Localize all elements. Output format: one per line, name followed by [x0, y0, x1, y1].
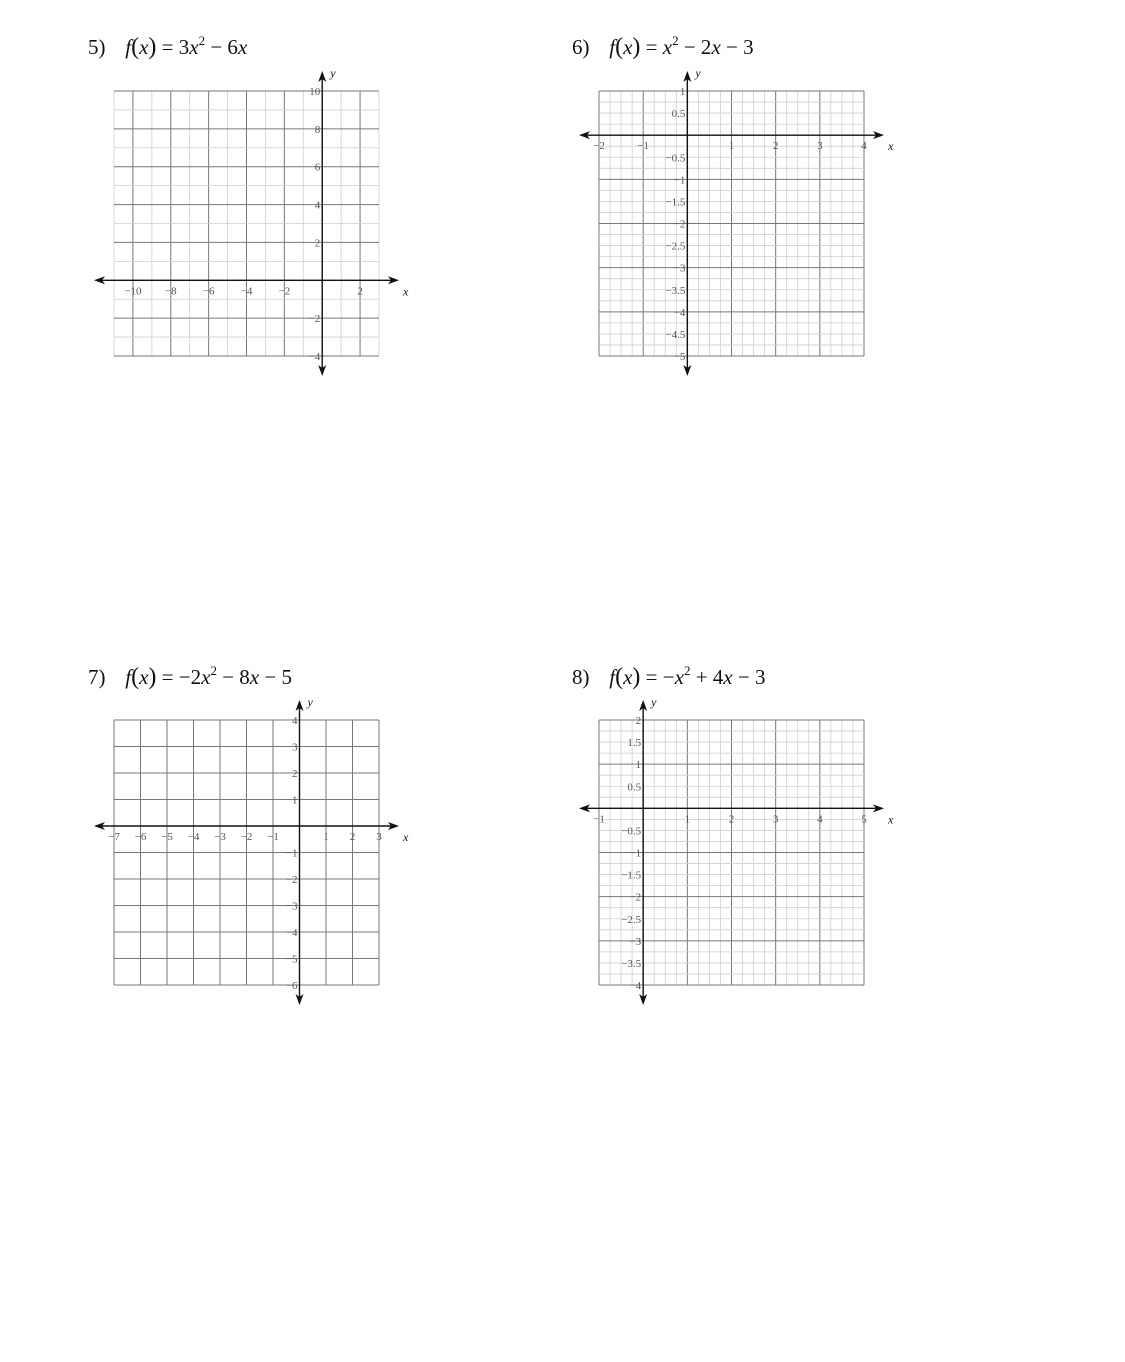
y-tick-label: 8	[314, 123, 321, 136]
eq-part: − 8	[216, 665, 250, 689]
eq-exponent: 2	[198, 33, 206, 48]
function-name: f	[609, 35, 616, 59]
eq-var: x	[723, 665, 733, 689]
eq-var: x	[249, 665, 260, 689]
problem-number: 8)	[572, 665, 590, 689]
x-tick-label: 4	[817, 813, 823, 826]
coordinate-grid	[572, 34, 902, 384]
function-variable: x	[139, 665, 149, 689]
function-name: f	[125, 665, 132, 689]
x-tick-label: 2	[357, 285, 363, 298]
eq-part: + 4	[690, 665, 724, 689]
problem-number: 7)	[88, 665, 106, 689]
x-tick-label: −2	[240, 831, 253, 843]
y-tick-label: −0.5	[665, 152, 686, 165]
y-tick-label: 3	[292, 741, 298, 754]
x-tick-label: −1	[593, 813, 605, 826]
x-tick-label: −1	[267, 831, 279, 843]
function-variable: x	[623, 35, 633, 59]
x-tick-label: 1	[728, 140, 735, 153]
eq-var: x	[674, 665, 684, 689]
eq-var: x	[201, 665, 211, 689]
eq-part: − 6	[205, 35, 238, 59]
y-tick-label: −1	[673, 174, 686, 187]
x-tick-label: 2	[728, 813, 735, 826]
y-tick-label: 1	[635, 759, 642, 772]
y-tick-label: 0.5	[627, 781, 642, 794]
y-tick-label: −3	[629, 935, 642, 948]
eq-part: − 3	[732, 665, 766, 689]
coordinate-grid	[88, 34, 418, 384]
eq-part: =	[645, 35, 663, 59]
x-tick-label: 3	[376, 831, 382, 843]
y-tick-label: −3.5	[621, 957, 642, 970]
y-tick-label: −2	[285, 874, 298, 886]
function-equation: $f(x) = x^2 - 2x - 3$	[609, 33, 754, 60]
y-tick-label: −4.5	[665, 328, 686, 341]
x-tick-label: −3	[214, 831, 226, 843]
x-tick-label: −7	[108, 831, 120, 843]
y-tick-label: −0.5	[621, 825, 642, 838]
y-tick-label: −3	[673, 262, 686, 275]
y-tick-label: 4	[314, 199, 321, 212]
eq-var: x	[662, 35, 673, 59]
y-tick-label: −2.5	[621, 913, 642, 926]
x-axis-label: x	[888, 139, 894, 154]
x-tick-label: −4	[240, 285, 253, 298]
x-tick-label: −1	[637, 140, 650, 153]
eq-var: x	[237, 35, 248, 59]
y-tick-label: −2	[308, 313, 321, 326]
y-tick-label: 1.5	[627, 737, 642, 750]
y-tick-label: −2	[673, 218, 686, 231]
x-axis-label: x	[403, 830, 409, 844]
x-tick-label: 3	[817, 140, 823, 153]
x-tick-label: −2	[593, 140, 605, 153]
problem-number: 5)	[88, 35, 106, 59]
y-tick-label: 4	[292, 715, 298, 727]
eq-part: − 3	[720, 35, 754, 59]
y-tick-label: 1	[679, 86, 686, 98]
x-axis-label: x	[888, 812, 894, 827]
x-tick-label: −4	[187, 831, 200, 843]
y-tick-label: 6	[314, 161, 321, 174]
function-variable: x	[623, 665, 633, 689]
function-equation: $f(x) = -x^2 + 4x - 3$	[609, 663, 766, 690]
function-equation: $f(x) = 3x^2 - 6x$	[125, 33, 248, 60]
y-axis-label: y	[651, 695, 657, 709]
y-axis-label: y	[695, 66, 701, 80]
eq-part: = 3	[161, 35, 190, 59]
eq-exponent: 2	[210, 663, 217, 678]
x-tick-label: −6	[202, 285, 215, 298]
x-tick-label: −2	[278, 285, 291, 298]
x-axis-label: x	[403, 284, 409, 299]
function-name: f	[609, 665, 616, 689]
y-axis-label: y	[307, 695, 313, 709]
eq-var: x	[189, 35, 199, 59]
eq-part: = −2	[161, 665, 202, 689]
eq-exponent: 2	[683, 663, 691, 678]
eq-part: = −	[645, 665, 675, 689]
y-tick-label: −1	[285, 847, 298, 860]
x-tick-label: 1	[323, 831, 329, 843]
y-tick-label: −4	[308, 351, 321, 363]
y-tick-label: −4	[629, 980, 642, 992]
x-tick-label: −6	[134, 831, 147, 843]
y-tick-label: 2	[292, 768, 298, 780]
x-tick-label: −5	[161, 831, 173, 843]
coordinate-grid	[572, 664, 902, 1014]
x-tick-label: −10	[124, 285, 142, 298]
y-tick-label: −3.5	[665, 284, 686, 297]
y-tick-label: 1	[292, 794, 298, 807]
function-variable: x	[139, 35, 149, 59]
y-tick-label: 10	[309, 86, 321, 98]
eq-part: − 5	[259, 665, 292, 689]
x-tick-label: 4	[861, 140, 867, 153]
function-name: f	[125, 35, 132, 59]
x-tick-label: 3	[772, 813, 779, 826]
y-tick-label: −6	[285, 980, 298, 992]
eq-var: x	[711, 35, 721, 59]
y-tick-label: −1.5	[621, 869, 642, 882]
coordinate-grid	[88, 664, 418, 1014]
y-tick-label: −5	[285, 953, 298, 966]
y-tick-label: −3	[285, 900, 298, 913]
y-tick-label: −2.5	[665, 240, 686, 253]
y-tick-label: −2	[629, 891, 642, 904]
x-tick-label: −8	[164, 285, 177, 298]
y-tick-label: −1	[629, 847, 642, 860]
x-tick-label: 2	[772, 140, 779, 153]
x-tick-label: 5	[861, 813, 867, 826]
eq-exponent: 2	[672, 33, 679, 48]
y-tick-label: −5	[673, 351, 686, 363]
problem-number: 6)	[572, 35, 590, 59]
y-tick-label: −4	[673, 306, 686, 319]
x-tick-label: 1	[684, 813, 691, 826]
x-tick-label: 2	[349, 831, 356, 843]
eq-part: − 2	[678, 35, 712, 59]
y-tick-label: −1.5	[665, 196, 686, 209]
y-tick-label: −4	[285, 927, 298, 939]
y-tick-label: 2	[314, 237, 321, 250]
y-tick-label: 2	[635, 715, 642, 727]
function-equation: $f(x) = -2x^2 - 8x - 5$	[125, 663, 292, 690]
y-tick-label: 0.5	[671, 108, 686, 121]
y-axis-label: y	[330, 66, 336, 80]
